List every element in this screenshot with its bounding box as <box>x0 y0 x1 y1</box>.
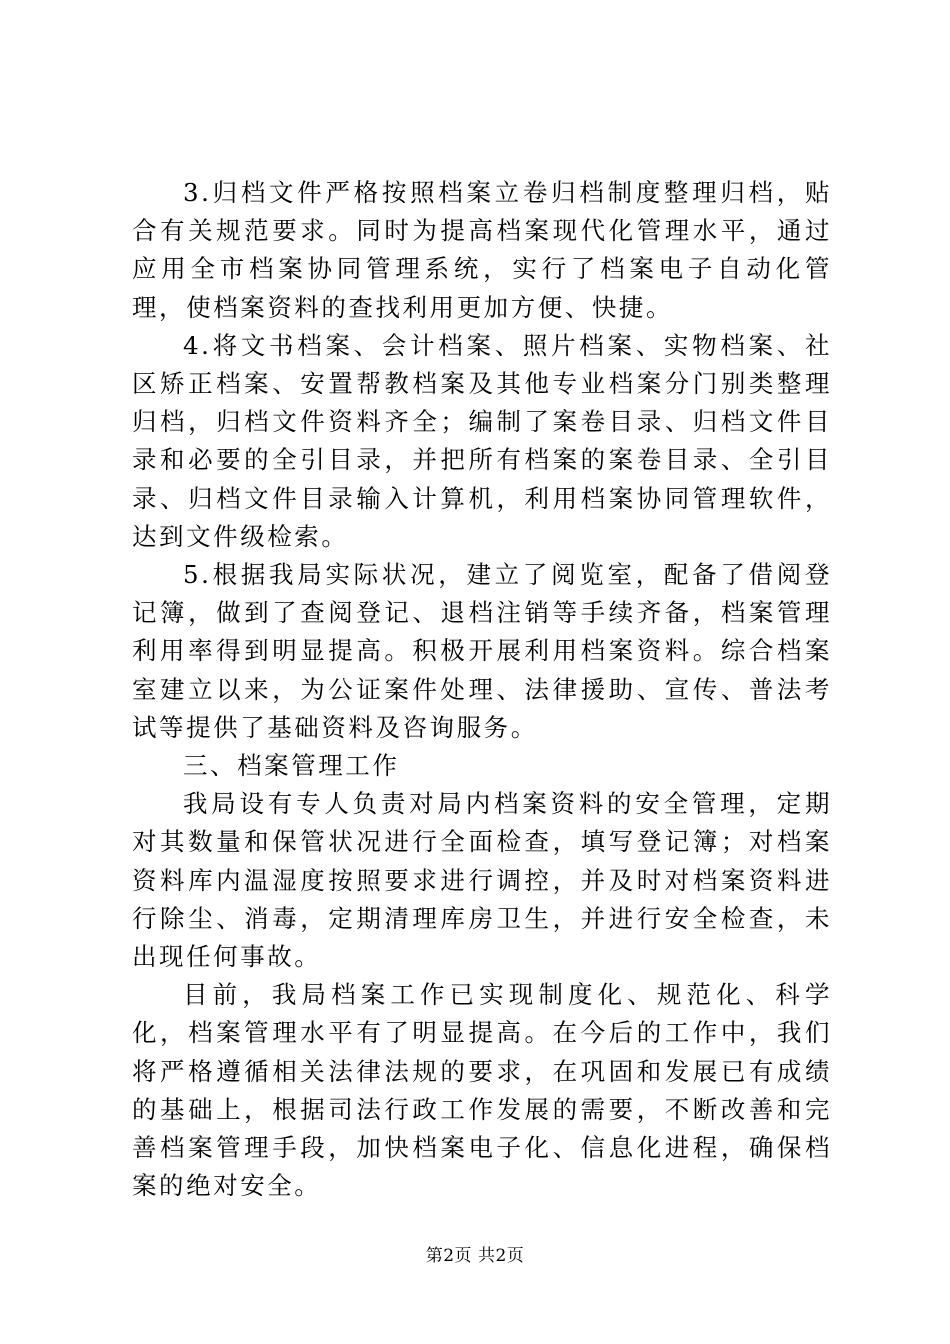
page-number-footer: 第2页 共2页 <box>425 1246 525 1266</box>
paragraph-conclusion: 目前，我局档案工作已实现制度化、规范化、科学化，档案管理水平有了明显提高。在今后的工作中，我们将严格遵循相关法律法规的要求，在巩固和发展已有成绩的基础上，根据司法行政工作发展的需要，不断改善和完善档案管理手段，加快档案电子化、信息化进程，确保档案的绝对安全。 <box>132 980 832 1201</box>
section-heading-archive-management: 三、档案管理工作 <box>183 751 400 781</box>
paragraph-item-4: 4.将文书档案、会计档案、照片档案、实物档案、社区矫正档案、安置帮教档案及其他专业档案分门别类整理归档，归档文件资料齐全；编制了案卷目录、归档文件目录和必要的全引目录，并把所有档案的案卷目录、全引目录、归档文件目录输入计算机，利用档案协同管理软件，达到文件级检索。 <box>132 330 832 551</box>
paragraph-item-3: 3.归档文件严格按照档案立卷归档制度整理归档，贴合有关规范要求。同时为提高档案现代化管理水平，通过应用全市档案协同管理系统，实行了档案电子自动化管理，使档案资料的查找利用更加方便、快捷。 <box>132 178 832 322</box>
document-body <box>132 174 832 1205</box>
paragraph-safety-management: 我局设有专人负责对局内档案资料的安全管理，定期对其数量和保管状况进行全面检查，填写登记簿；对档案资料库内温湿度按照要求进行调控，并及时对档案资料进行除尘、消毒，定期清理库房卫生，并进行安全检查，未出现任何事故。 <box>132 789 832 972</box>
paragraph-item-5: 5.根据我局实际状况，建立了阅览室，配备了借阅登记簿，做到了查阅登记、退档注销等手续齐备，档案管理利用率得到明显提高。积极开展利用档案资料。综合档案室建立以来，为公证案件处理、法律援助、宣传、普法考试等提供了基础资料及咨询服务。 <box>132 560 832 742</box>
